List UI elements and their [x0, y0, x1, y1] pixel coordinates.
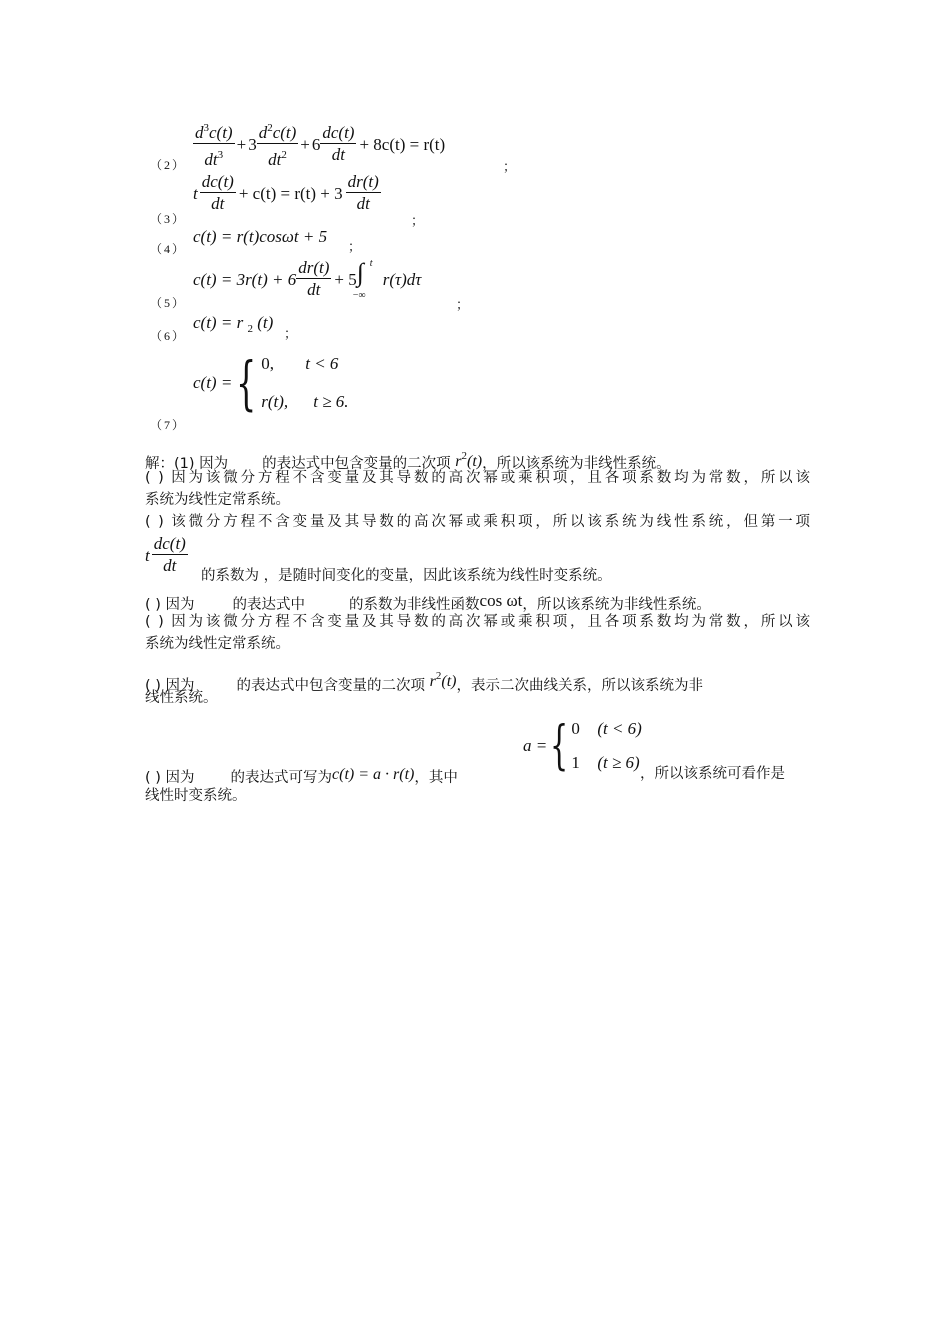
label-6: （6）: [150, 329, 187, 343]
solution-5-line-2: 系统为线性定常系统。: [145, 636, 290, 652]
solution-5-line-1: ( ) 因为该微分方程不含变量及其导数的高次幂或乘积项，且各项系数均为常数，所以该: [145, 614, 810, 630]
solution-7-line-1-end: ，所以该系统可看作是: [640, 766, 785, 782]
solution-2-line-1: ( ) 因为该微分方程不含变量及其导数的高次幂或乘积项，且各项系数均为常数，所以该: [145, 470, 810, 486]
solution-7-piecewise: a = { 0 (t < 6) 1 (t ≥ 6): [523, 716, 642, 776]
equation-6: c(t) = r $_2$ (t): [193, 313, 274, 335]
label-7: （7）: [150, 418, 187, 432]
solution-3-coefficient: t $\frac{dc(t)}{dt}$: [145, 534, 186, 575]
semicolon: ；: [456, 298, 470, 313]
semicolon: ；: [503, 160, 517, 175]
semicolon: ；: [411, 214, 425, 229]
solution-3-line-1: ( ) 该微分方程不含变量及其导数的高次幂或乘积项，所以该系统为线性系统，但第一项: [145, 514, 810, 530]
label-4: （4）: [150, 242, 187, 256]
solution-6-line-2: 线性系统。: [145, 690, 218, 706]
equation-3: t $\frac{dc(t)}{dt}$ + c(t) = r(t) + 3 $\frac{dr(t)}{dt}$: [193, 172, 379, 213]
solution-4: ( ) 因为 的表达式中 的系数为非线性函数cos ωt，所以该系统为非线性系统。: [145, 591, 711, 613]
solution-3-line-2: 的系数为 ，是随时间变化的变量，因此该系统为线性时变系统。: [201, 568, 612, 584]
label-3: （3）: [150, 212, 187, 226]
solution-1: 解：(1) 因为 的表达式中包含变量的二次项 $r^2(t)$，所以该系统为非线性系统。: [145, 450, 671, 472]
label-2: （2）: [150, 158, 187, 172]
label-5: （5）: [150, 296, 187, 310]
solution-2-line-2: 系统为线性定常系统。: [145, 492, 290, 508]
equation-7: c(t) = { 0, t < 6 r(t), t ≥ 6.: [193, 349, 349, 417]
equation-2: $\frac{d^3c(t)}{dt^3}$ + 3 $\frac{d^2c(t)}{dt^2}$ + 6 $\frac{dc(t)}{dt}$ + 8c(t) = r(t): [193, 118, 445, 171]
semicolon: ；: [348, 240, 362, 255]
semicolon: ；: [284, 327, 298, 342]
solution-7-line-2: 线性时变系统。: [145, 788, 247, 804]
equation-5: c(t) = 3r(t) + 6 $\frac{dr(t)}{dt}$ + 5 ∫ t −∞ r(τ)dτ: [193, 257, 422, 301]
solution-6-line-1: ( ) 因为 的表达式中包含变量的二次项 $r^2(t)$，表示二次曲线关系，所以该系统为非: [145, 670, 703, 694]
solution-7-line-1: ( ) 因为 的表达式可写为c(t) = a · r(t)，其中: [145, 766, 458, 786]
equation-4: c(t) = r(t)cosωt + 5: [193, 227, 328, 246]
